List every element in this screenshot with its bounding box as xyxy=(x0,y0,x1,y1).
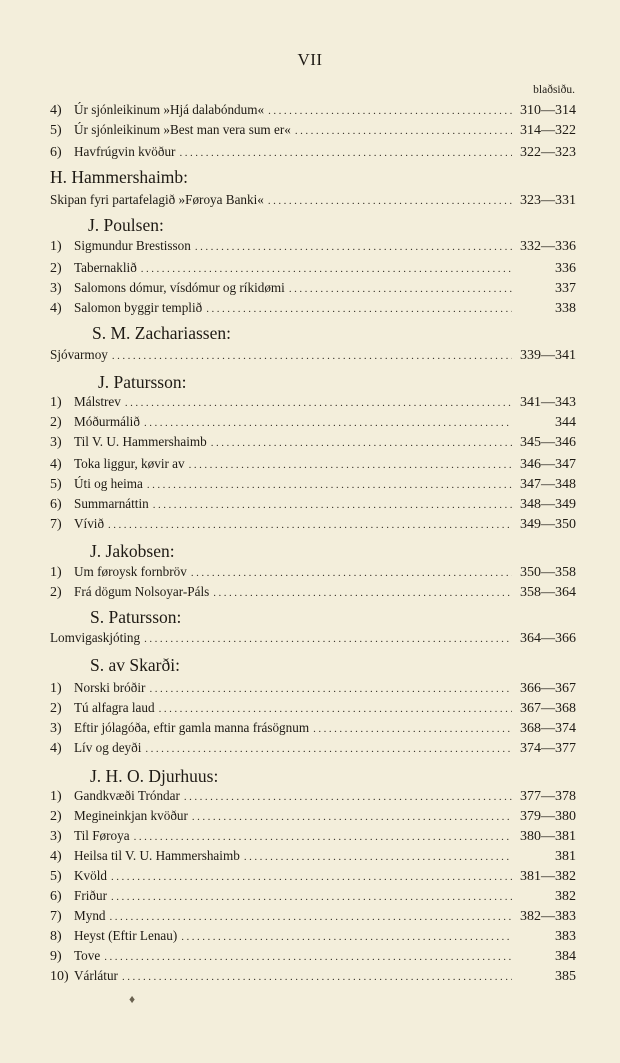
dot-leader xyxy=(195,237,512,257)
dot-leader xyxy=(104,947,512,967)
entry-title: Um føroysk fornbröv xyxy=(74,564,187,579)
entry-title: Summarnáttin xyxy=(74,496,149,511)
toc-entry xyxy=(50,412,576,432)
entry-title: Til V. U. Hammershaimb xyxy=(74,434,207,449)
entry-title: Várlátur xyxy=(74,968,118,983)
entry-pages: 332—336 xyxy=(520,239,576,254)
toc-entry xyxy=(50,298,576,318)
toc-entry xyxy=(50,582,576,602)
entry-number: 4) xyxy=(50,103,62,118)
entry-number: 4) xyxy=(50,301,62,316)
entry-pages: 377—378 xyxy=(520,789,576,804)
toc-entry xyxy=(50,846,576,866)
entry-number: 3) xyxy=(50,435,62,450)
entry-number: 3) xyxy=(50,721,62,736)
entry-pages: 349—350 xyxy=(520,517,576,532)
entry-number: 6) xyxy=(50,497,62,512)
entry-title: Norski bróðir xyxy=(74,680,146,695)
entry-title: Lomvigaskjóting xyxy=(50,630,141,645)
dot-leader xyxy=(295,121,512,141)
dot-leader xyxy=(112,346,512,366)
ornament-mark: ♦ xyxy=(129,992,136,1006)
entry-pages: 374—377 xyxy=(520,741,576,756)
toc-entry xyxy=(50,454,576,474)
entry-number: 5) xyxy=(50,869,62,884)
toc-entry xyxy=(50,786,576,806)
toc-entry xyxy=(50,432,576,452)
dot-leader xyxy=(191,563,512,583)
toc-entry xyxy=(50,628,576,648)
entry-number: 4) xyxy=(50,741,62,756)
entry-title: Úti og heima xyxy=(74,476,143,491)
section-author: S. av Skarði: xyxy=(90,655,180,675)
entry-number: 5) xyxy=(50,477,62,492)
toc-entry xyxy=(50,236,576,256)
entry-pages: 367—368 xyxy=(520,701,576,716)
entry-number: 9) xyxy=(50,949,62,964)
dot-leader xyxy=(268,191,512,211)
entry-pages: 366—367 xyxy=(520,681,576,696)
entry-number: 2) xyxy=(50,585,62,600)
section-author: S. Patursson: xyxy=(90,607,182,627)
entry-pages: 381—382 xyxy=(520,869,576,884)
toc-entry xyxy=(50,886,576,906)
toc-entry xyxy=(50,906,576,926)
entry-title: Lív og deyði xyxy=(74,740,142,755)
dot-leader xyxy=(111,867,512,887)
entry-number: 1) xyxy=(50,789,62,804)
entry-title: Mynd xyxy=(74,908,106,923)
dot-leader xyxy=(111,887,512,907)
entry-pages: 310—314 xyxy=(520,103,576,118)
section-author: H. Hammershaimb: xyxy=(50,167,189,187)
entry-pages: 322—323 xyxy=(520,145,576,160)
dot-leader xyxy=(147,475,512,495)
entry-number: 6) xyxy=(50,889,62,904)
entry-title: Havfrúgvin kvöður xyxy=(74,144,176,159)
entry-number: 6) xyxy=(50,145,62,160)
toc-entry xyxy=(50,718,576,738)
entry-number: 4) xyxy=(50,849,62,864)
entry-number: 5) xyxy=(50,123,62,138)
entry-pages: 382 xyxy=(555,889,576,904)
entry-pages: 380—381 xyxy=(520,829,576,844)
toc-entry xyxy=(50,966,576,986)
entry-pages: 384 xyxy=(555,949,576,964)
entry-title: Frá dögum Nolsoyar-Páls xyxy=(74,584,210,599)
entry-title: Eftir jólagóða, eftir gamla manna frásögnum xyxy=(74,720,310,735)
entry-pages: 346—347 xyxy=(520,457,576,472)
entry-number: 1) xyxy=(50,565,62,580)
entry-title: Sjóvarmoy xyxy=(50,347,108,362)
entry-title: Móðurmálið xyxy=(74,414,140,429)
entry-pages: 379—380 xyxy=(520,809,576,824)
toc-entry xyxy=(50,100,576,120)
entry-number: 7) xyxy=(50,517,62,532)
entry-pages: 368—374 xyxy=(520,721,576,736)
dot-leader xyxy=(110,907,512,927)
entry-title: Heyst (Eftir Lenau) xyxy=(74,928,178,943)
entry-number: 10) xyxy=(50,969,69,984)
entry-title: Skipan fyri partafelagið »Føroya Banki« xyxy=(50,192,264,207)
dot-leader xyxy=(313,719,512,739)
entry-number: 8) xyxy=(50,929,62,944)
entry-title: Gandkvæði Tróndar xyxy=(74,788,180,803)
entry-pages: 383 xyxy=(555,929,576,944)
dot-leader xyxy=(206,299,512,319)
entry-title: Úr sjónleikinum »Best man vera sum er« xyxy=(74,122,291,137)
entry-pages: 358—364 xyxy=(520,585,576,600)
entry-title: Megineinkjan kvöður xyxy=(74,808,188,823)
entry-pages: 364—366 xyxy=(520,631,576,646)
entry-pages: 323—331 xyxy=(520,193,576,208)
section-author: J. Patursson: xyxy=(98,372,187,392)
toc-entry xyxy=(50,278,576,298)
entry-number: 7) xyxy=(50,909,62,924)
entry-title: Toka liggur, køvir av xyxy=(74,456,185,471)
entry-pages: 382—383 xyxy=(520,909,576,924)
entry-title: Til Føroya xyxy=(74,828,130,843)
entry-title: Heilsa til V. U. Hammershaimb xyxy=(74,848,240,863)
toc-entry xyxy=(50,738,576,758)
entry-number: 2) xyxy=(50,415,62,430)
dot-leader xyxy=(268,101,512,121)
dot-leader xyxy=(289,279,512,299)
dot-leader xyxy=(179,143,512,163)
entry-title: Tabernaklið xyxy=(74,260,137,275)
toc-entry xyxy=(50,678,576,698)
entry-number: 2) xyxy=(50,809,62,824)
toc-entry xyxy=(50,946,576,966)
toc-entry xyxy=(50,698,576,718)
toc-entry xyxy=(50,190,576,210)
dot-leader xyxy=(145,739,512,759)
dot-leader xyxy=(122,967,512,987)
entry-number: 4) xyxy=(50,457,62,472)
dot-leader xyxy=(181,927,512,947)
entry-pages: 350—358 xyxy=(520,565,576,580)
dot-leader xyxy=(192,807,512,827)
dot-leader xyxy=(153,495,512,515)
entry-title: Tove xyxy=(74,948,101,963)
entry-number: 1) xyxy=(50,239,62,254)
page-number: VII xyxy=(297,50,323,69)
toc-entry xyxy=(50,826,576,846)
dot-leader xyxy=(141,259,512,279)
toc-entry xyxy=(50,120,576,140)
section-author: J. H. O. Djurhuus: xyxy=(90,766,219,786)
entry-number: 3) xyxy=(50,829,62,844)
toc-entry xyxy=(50,474,576,494)
toc-entry xyxy=(50,514,576,534)
entry-title: Málstrev xyxy=(74,394,121,409)
entry-pages: 314—322 xyxy=(520,123,576,138)
toc-entry xyxy=(50,392,576,412)
entry-pages: 348—349 xyxy=(520,497,576,512)
entry-pages: 336 xyxy=(555,261,576,276)
entry-pages: 341—343 xyxy=(520,395,576,410)
entry-title: Friður xyxy=(74,888,107,903)
entry-title: Salomons dómur, vísdómur og ríkidømi xyxy=(74,280,285,295)
entry-title: Tú alfagra laud xyxy=(74,700,155,715)
entry-number: 3) xyxy=(50,281,62,296)
entry-number: 2) xyxy=(50,261,62,276)
toc-entry xyxy=(50,258,576,278)
entry-title: Salomon byggir templið xyxy=(74,300,203,315)
dot-leader xyxy=(244,847,512,867)
entry-number: 2) xyxy=(50,701,62,716)
dot-leader xyxy=(144,629,512,649)
pages-column-header: blaðsiðu. xyxy=(533,84,575,96)
entry-pages: 338 xyxy=(555,301,576,316)
entry-number: 1) xyxy=(50,681,62,696)
entry-pages: 347—348 xyxy=(520,477,576,492)
entry-title: Úr sjónleikinum »Hjá dalabóndum« xyxy=(74,102,265,117)
toc-entry xyxy=(50,494,576,514)
dot-leader xyxy=(144,413,512,433)
dot-leader xyxy=(211,433,512,453)
toc-entry xyxy=(50,926,576,946)
dot-leader xyxy=(184,787,512,807)
entry-pages: 385 xyxy=(555,969,576,984)
dot-leader xyxy=(149,679,512,699)
dot-leader xyxy=(125,393,512,413)
entry-number: 1) xyxy=(50,395,62,410)
toc-entry xyxy=(50,345,576,365)
dot-leader xyxy=(189,455,512,475)
section-author: J. Jakobsen: xyxy=(90,541,175,561)
entry-title: Sigmundur Brestisson xyxy=(74,238,191,253)
toc-entry xyxy=(50,562,576,582)
dot-leader xyxy=(213,583,512,603)
toc-entry xyxy=(50,806,576,826)
entry-pages: 339—341 xyxy=(520,348,576,363)
entry-title: Kvöld xyxy=(74,868,107,883)
entry-pages: 337 xyxy=(555,281,576,296)
entry-pages: 345—346 xyxy=(520,435,576,450)
dot-leader xyxy=(134,827,512,847)
dot-leader xyxy=(108,515,512,535)
section-author: S. M. Zachariassen: xyxy=(92,323,231,343)
section-author: J. Poulsen: xyxy=(88,215,164,235)
toc-entry xyxy=(50,142,576,162)
entry-pages: 381 xyxy=(555,849,576,864)
toc-entry xyxy=(50,866,576,886)
entry-title: Vívið xyxy=(74,516,105,531)
entry-pages: 344 xyxy=(555,415,576,430)
dot-leader xyxy=(159,699,512,719)
